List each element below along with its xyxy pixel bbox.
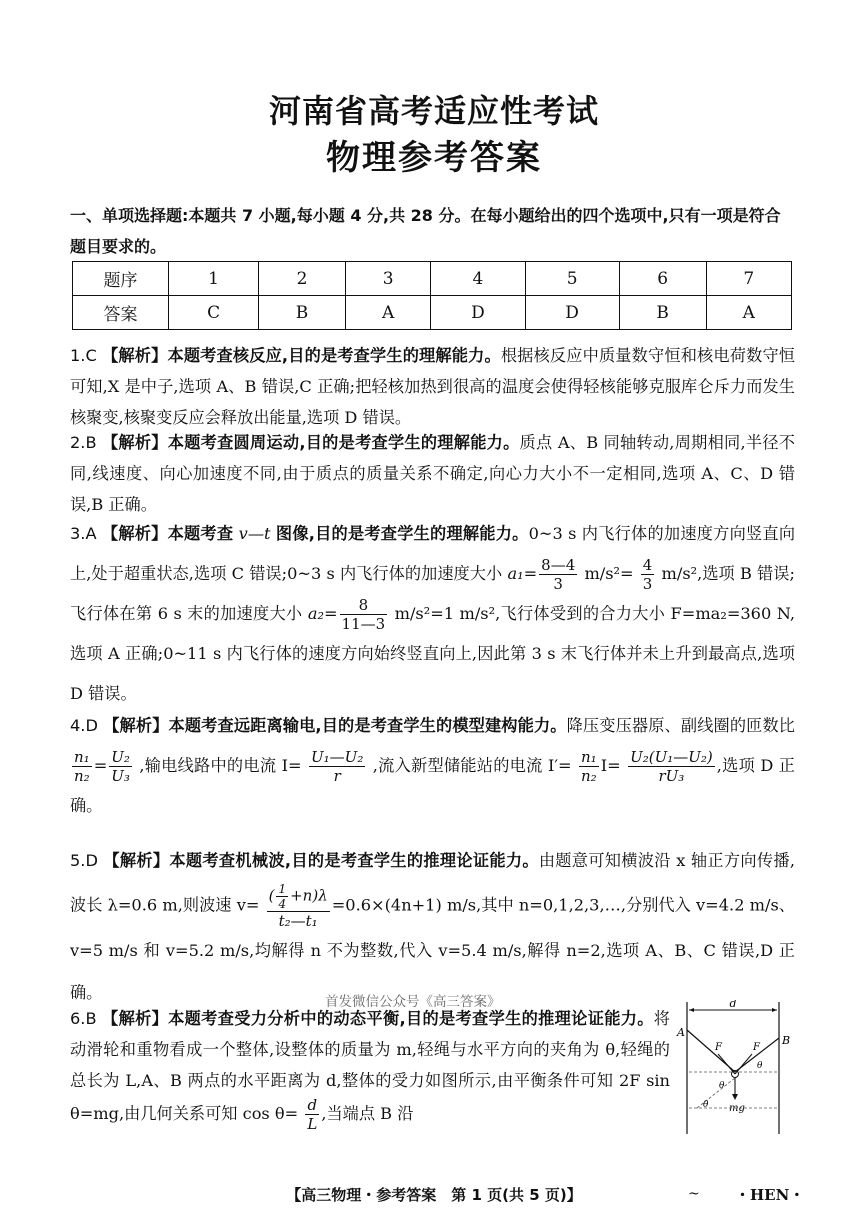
denominator: 11—3 — [341, 615, 386, 633]
question-3 — [70, 514, 795, 714]
question-number: 5.D — [70, 851, 98, 870]
question-number: 6.B — [70, 1009, 97, 1028]
label-d: d — [729, 1000, 737, 1010]
analysis-text: 降压变压器原、副线圈的匝数比 — [566, 716, 795, 735]
analysis-text: 质点 A、B 同轴转动,周期相同,半径不同,线速度、向心加速度不同,由于质点的质量关系不确定,向心力大小不一定相同,选项 A、C、D 错误,B 正确。 — [70, 433, 795, 514]
force-left — [718, 1054, 735, 1074]
analysis-text: =0.6×(4n+1) m/s,其中 n=0,1,2,3,…,分别代入 v=4.2 m/s、v=5 m/s 和 v=5.2 m/s,均解得 n 不为整数,代入 v=5.4 m/s,解得 n=2,选项 A、B、C 错误,D 正确。 — [70, 895, 795, 1002]
table-cell: 2 — [259, 262, 346, 296]
fraction — [539, 556, 577, 593]
fraction — [340, 596, 388, 633]
table-cell: D — [431, 296, 525, 330]
table-header-cell: 题序 — [73, 262, 169, 296]
numerator: U₂ — [111, 748, 130, 766]
fraction — [72, 748, 92, 785]
paren-open: ( — [268, 886, 275, 905]
analysis-tag: 【解析】本题考查圆周运动,目的是考查学生的理解能力。 — [101, 433, 520, 452]
numerator: U₁—U₂ — [311, 748, 364, 766]
analysis-tag-end: 图像,目的是考查学生的理解能力。 — [275, 524, 529, 543]
table-row-numbers — [73, 262, 792, 296]
table-cell: 3 — [345, 262, 430, 296]
fraction — [641, 556, 655, 593]
analysis-text: 根据核反应中质量数守恒和核电荷数守恒可知,X 是中子,选项 A、B 错误,C 正确;把轻核加热到很高的温度会使得轻核能够克服库仑斥力而发生核聚变,核聚变反应会释放出能量,选项 D 错误。 — [70, 346, 795, 427]
question-2 — [70, 427, 795, 520]
label-f-left: F — [715, 1042, 722, 1053]
label-theta-right: θ — [757, 1061, 763, 1071]
question-5 — [70, 840, 795, 1014]
question-4 — [70, 706, 795, 826]
analysis-text: m/s²,选项 B 错误;飞行体在第 6 s 末的加速度大小 — [70, 564, 795, 623]
table-cell: A — [345, 296, 430, 330]
denominator: rU₃ — [658, 767, 685, 785]
analysis-text: 由题意可知横波沿 x 轴正方向传播,波长 λ=0.6 m,则波速 v= — [70, 851, 795, 915]
numerator: 4 — [642, 556, 653, 574]
numerator: n₁ — [74, 748, 90, 766]
arrow-right — [772, 1008, 777, 1012]
table-cell: 6 — [619, 262, 706, 296]
numerator: 1 — [278, 882, 287, 896]
label-theta-center: θ — [719, 1081, 725, 1091]
force-right — [735, 1054, 752, 1074]
denominator: n₂ — [581, 767, 597, 785]
analysis-text: 0~3 s 内飞行体的加速度方向竖直向上,处于超重状态,选项 C 错误;0~3 s 内飞行体的加速度大小 — [70, 524, 796, 583]
vt-symbol: v—t — [238, 524, 271, 543]
footer-code: ・HEN・ — [735, 1186, 805, 1204]
label-b: B — [782, 1034, 791, 1047]
numerator: 8 — [340, 596, 388, 615]
question-number: 4.D — [70, 716, 98, 735]
footer-mark: ~ — [688, 1186, 700, 1202]
numerator: U₂(U₁—U₂) — [630, 748, 713, 766]
arrow-left — [689, 1008, 694, 1012]
exam-title: 河南省高考适应性考试 — [268, 92, 599, 130]
analysis-text: I= — [600, 756, 621, 775]
table-cell: 5 — [525, 262, 619, 296]
table-header-cell: 答案 — [73, 296, 169, 330]
analysis-text: ,选项 D 正确。 — [70, 756, 795, 815]
table-row-answers — [73, 296, 792, 330]
question-number: 1.C — [70, 346, 97, 365]
numerator: 8—4 — [541, 556, 576, 574]
analysis-text: ,流入新型储能站的电流 I′= — [372, 756, 572, 775]
fraction — [267, 882, 330, 930]
denominator: U₃ — [111, 767, 130, 785]
fraction — [309, 748, 365, 785]
label-mg: mg — [729, 1103, 745, 1114]
label-theta-bottom: θ — [703, 1100, 709, 1110]
numerator-rest: +n)λ — [290, 886, 328, 905]
fraction — [109, 748, 132, 785]
question-number: 2.B — [70, 433, 97, 452]
question-6 — [70, 1003, 670, 1133]
analysis-text: m/s²=1 m/s²,飞行体受到的合力大小 F=ma₂=360 N,选项 A 正确;0~11 s 内飞行体的速度方向始终竖直向上,因此第 3 s 末飞行体并未上升到最高点,选项 D 错误。 — [70, 604, 795, 703]
numerator — [267, 882, 330, 912]
denominator: n₂ — [74, 767, 90, 785]
label-f-right: F — [753, 1042, 760, 1053]
analysis-tag: 【解析】本题考查机械波,目的是考查学生的推理论证能力。 — [103, 851, 539, 870]
denominator: r — [333, 767, 341, 785]
denominator: 3 — [642, 575, 653, 593]
table-cell: D — [525, 296, 619, 330]
watermark-text: 首发微信公众号《高三答案》 — [325, 994, 501, 1010]
label-a: A — [677, 1026, 685, 1039]
analysis-text: 将动滑轮和重物看成一个整体,设整体的质量为 m,轻绳与水平方向的夹角为 θ,轻绳的总长为 L,A、B 两点的水平距离为 d,整体的受力如图所示,由平衡条件可知 2F sin θ=mg,由几何关系可知 cos θ= — [70, 1009, 670, 1123]
equals-sign: = — [93, 756, 108, 775]
unit-text: m/s²= — [584, 564, 634, 583]
force-diagram — [675, 1000, 793, 1135]
numerator: n₁ — [581, 748, 597, 766]
analysis-text: ,输电线路中的电流 I= — [139, 756, 302, 775]
fraction — [579, 748, 599, 785]
table-cell: 4 — [431, 262, 525, 296]
inner-fraction — [276, 882, 288, 911]
table-cell: B — [259, 296, 346, 330]
section-header: 一、单项选择题:本题共 7 小题,每小题 4 分,共 28 分。在每小题给出的四个选项中,只有一项是符合题目要求的。 — [70, 206, 781, 256]
fraction — [628, 748, 715, 785]
fraction — [305, 1096, 319, 1133]
page-footer: 【高三物理・参考答案 第 1 页(共 5 页)】 — [286, 1186, 582, 1204]
analysis-text: ,当端点 B 沿 — [321, 1104, 414, 1123]
table-cell: 7 — [706, 262, 791, 296]
analysis-tag: 【解析】本题考查受力分析中的动态平衡,目的是考查学生的推理论证能力。 — [102, 1009, 654, 1028]
question-number: 3.A — [70, 524, 97, 543]
answer-table — [72, 261, 792, 330]
denominator: 4 — [278, 897, 287, 911]
table-cell: C — [169, 296, 259, 330]
numerator: d — [305, 1096, 319, 1115]
analysis-tag: 【解析】本题考查远距离输电,目的是考查学生的模型建构能力。 — [103, 716, 567, 735]
analysis-tag: 【解析】本题考查核反应,目的是考查学生的理解能力。 — [102, 346, 501, 365]
table-cell: B — [619, 296, 706, 330]
formula-a2: a₂= — [307, 604, 338, 623]
gravity-arrowhead — [732, 1094, 738, 1100]
analysis-tag: 【解析】本题考查 — [101, 524, 234, 543]
denominator: L — [307, 1115, 318, 1133]
table-cell: A — [706, 296, 791, 330]
denominator: t₂—t₁ — [278, 912, 318, 930]
table-cell: 1 — [169, 262, 259, 296]
denominator: 3 — [553, 575, 563, 593]
formula-a1: a₁= — [507, 564, 538, 583]
answer-title: 物理参考答案 — [326, 138, 542, 178]
question-1 — [70, 340, 795, 433]
